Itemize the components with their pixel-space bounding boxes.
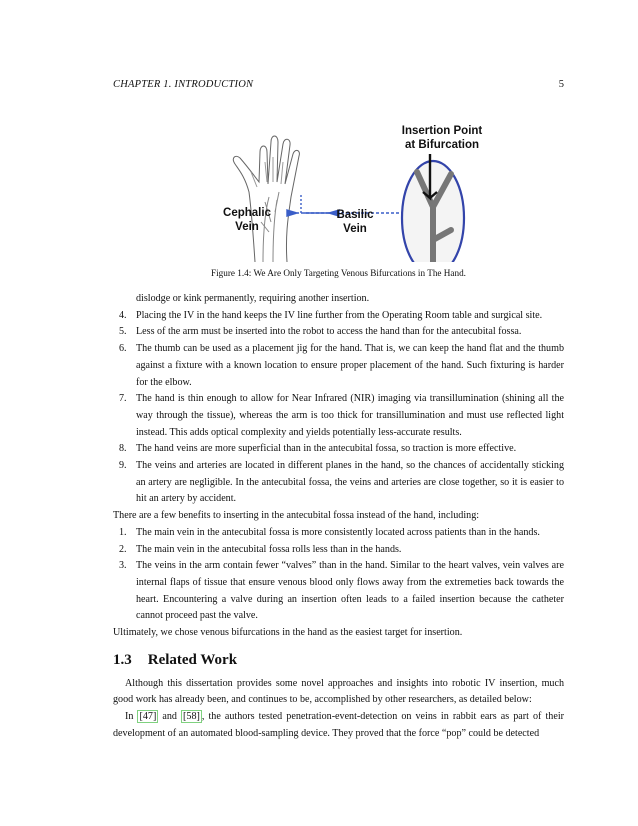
page-number: 5 <box>558 79 564 90</box>
conclusion-paragraph: Ultimately, we chose venous bifurcations in the hand as the easiest target for insertion. <box>113 627 463 639</box>
list-item: 5. Less of the arm must be inserted into the robot to access the hand than for the antecubital fossa. <box>119 326 522 338</box>
page-body <box>113 291 564 743</box>
section-heading <box>113 649 564 671</box>
list-item: 3. The veins in the arm contain fewer “valves” than in the hand. Similar to the heart valves, vein valves are internal flaps of tissue that ensure venous blood only flows away from the extremeties back towards the heart. Encountering a valve during an insertion often leads to a failed insertion because the catheter cannot proceed past the valve. <box>119 560 564 622</box>
running-header <box>113 79 564 90</box>
list-item: 1. The main vein in the antecubital fossa is more consistently located across patients than in the hands. <box>119 526 540 538</box>
citation-link-58[interactable]: [58] <box>183 711 200 723</box>
figure-caption: Figure 1.4: We Are Only Targeting Venous Bifurcations in The Hand. <box>211 268 466 278</box>
basilic-label-1: Basilic <box>336 209 374 221</box>
section-number: 1.3 <box>113 651 132 668</box>
hand-vein-figure <box>205 112 490 262</box>
hand-vein-illustration <box>205 112 490 262</box>
citation-link-47[interactable]: [47] <box>139 711 157 723</box>
list-item: 9. The veins and arteries are located in different planes in the hand, so the chances of accidentally sticking an artery are negligible. In the antecubital fossa, the veins and arteries are close together, so it is easier to hit an artery by accident. <box>119 460 564 505</box>
hand-sketch <box>233 136 299 262</box>
cephalic-label-2: Vein <box>235 221 259 233</box>
antecubital-intro: There are a few benefits to inserting in the antecubital fossa instead of the hand, including: <box>113 510 480 522</box>
cephalic-label-1: Cephalic <box>223 207 271 219</box>
hand-benefits-list <box>113 308 564 508</box>
basilic-label-2: Vein <box>343 223 367 235</box>
related-work-paragraph-2: In [47] and [58] , the authors tested penetration-event-detection on veins in rabbit ears as part of their development of an automated blood-sampling device. They proved that the force “pop” could be detected <box>113 711 564 739</box>
antecubital-benefits-list <box>113 525 564 625</box>
list-item: 8. The hand veins are more superficial than in the antecubital fossa, so traction is more effective. <box>119 443 517 455</box>
insertion-point-label-1: Insertion Point <box>401 125 483 137</box>
list-item: 2. The main vein in the antecubital fossa rolls less than in the hands. <box>119 543 402 555</box>
related-work-paragraph-1: Although this dissertation provides some novel approaches and insights into robotic IV insertion, much good work has already been, and continues to be, accomplished by other researchers, as detailed below: <box>113 677 564 706</box>
section-title: Related Work <box>147 651 238 668</box>
insertion-point-label-2: at Bifurcation <box>404 139 480 151</box>
chapter-title: CHAPTER 1. INTRODUCTION <box>113 79 254 90</box>
list-item: 4. Placing the IV in the hand keeps the IV line further from the Operating Room table and surgical site. <box>119 309 543 321</box>
list-item: 7. The hand is thin enough to allow for Near Infrared (NIR) imaging via transillumination (shining all the way through the tissue), whereas the arm is too thick for transillumination and must use reflected light instead. This adds optical complexity and yields potentially less-accurate results. <box>119 393 564 438</box>
list-item: 6. The thumb can be used as a placement jig for the hand. That is, we can keep the hand flat and the thumb against a fixture with a known location to ensure proper placement of the hand. Such fixturing is harder for the elbow. <box>119 343 564 388</box>
list-continuation: dislodge or kink permanently, requiring another insertion. <box>136 293 370 304</box>
